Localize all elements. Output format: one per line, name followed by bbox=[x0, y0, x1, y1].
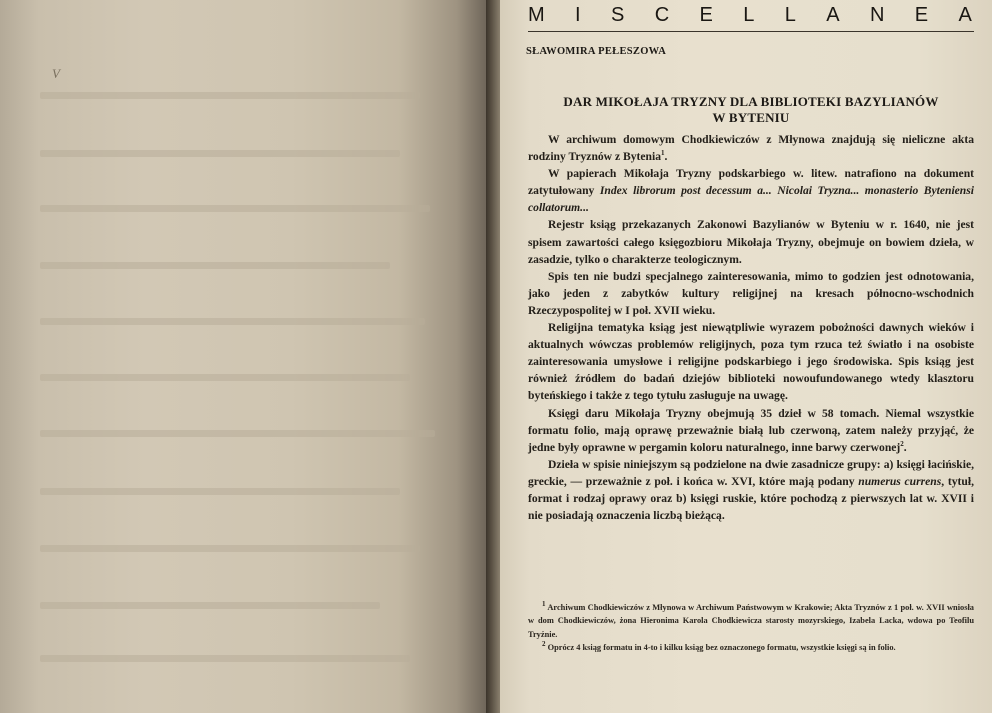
show-through-line bbox=[40, 545, 420, 552]
header-letter: S bbox=[610, 4, 625, 26]
article-body bbox=[528, 131, 974, 524]
term-italic: numerus currens bbox=[858, 474, 942, 488]
paragraph: Rejestr ksiąg przekazanych Zakonowi Bazylianów w Byteniu w r. 1640, nie jest spisem zawartości całego księgozbioru Mikołaja Tryzny, obejmuje on bowiem dzieła, w zasadzie, tylko o charakterze teologicznym. bbox=[528, 218, 974, 266]
article-title bbox=[528, 94, 974, 126]
show-through-line bbox=[40, 205, 430, 212]
paragraph bbox=[528, 165, 974, 216]
show-through-line bbox=[40, 430, 435, 437]
show-through-line bbox=[40, 262, 390, 269]
footnote-number: 2 bbox=[542, 640, 546, 649]
footnote-text: Oprócz 4 ksiąg formatu in 4-to i kilku ksiąg bez oznaczonego formatu, wszystkie księgi są in folio. bbox=[547, 643, 896, 653]
section-header bbox=[528, 4, 972, 27]
left-page-mark: V bbox=[52, 66, 60, 81]
paragraph: Religijna tematyka ksiąg jest niewątpliwie wyrazem pobożności dawnych wieków i aktualnych wówczas problemów religijnych, poza tym rzuca też światło i na osobiste zainteresowania umysłowe i religijne podskarbiego i jego środowiska. Spis ksiąg jest również źródłem do badań dziejów biblioteki nowoufundowanego wtedy klasztoru byteńskiego i także z tego tytułu zasługuje na uwagę. bbox=[528, 321, 974, 403]
paragraph bbox=[528, 131, 974, 165]
paragraph-text: , tytuł, format i rodzaj oprawy oraz b) księgi ruskie, które pochodzą z pierwszych lat w. XVII i nie posiadają oznaczenia liczbą bieżącą. bbox=[528, 474, 974, 523]
show-through-line bbox=[40, 488, 400, 495]
footnote-text: Archiwum Chodkiewiczów z Młynowa w Archiwum Państwowym w Krakowie; Akta Tryznów z 1 poł. w. XVII wniosła w dom Chodkiewiczów, żona Hieronima Karola Chodkiewicza starosty mozyrskiego, Izabela Lacka, wdowa po Teofilu Tryźnie. bbox=[528, 603, 974, 639]
footnote bbox=[528, 641, 974, 654]
header-letter: A bbox=[958, 4, 972, 26]
paragraph-text: . bbox=[664, 150, 668, 164]
paragraph: Spis ten nie budzi specjalnego zainteresowania, mimo to godzien jest odnotowania, jako jeden z zabytków kultury religijnej na kresach północno-wschodnich Rzeczypospolitej w I poł. XVII wieku. bbox=[528, 269, 974, 317]
header-letter: A bbox=[826, 4, 840, 26]
title-line: W BYTENIU bbox=[712, 110, 790, 125]
footnotes bbox=[528, 601, 974, 655]
document-title-italic: Index librorum post decessum a... Nicolai Tryzna... monasterio Byteniensi collatorum... bbox=[528, 184, 974, 215]
book-gutter bbox=[486, 0, 500, 713]
header-letter: E bbox=[699, 4, 713, 26]
header-letter: E bbox=[914, 4, 929, 26]
paragraph-text: W papierach Mikołaja Tryzny podskarbiego w. litew. natrafiono na dokument zatytułowany bbox=[528, 167, 974, 198]
author-name: SŁAWOMIRA PEŁESZOWA bbox=[526, 46, 667, 57]
left-page bbox=[0, 0, 486, 713]
right-page bbox=[500, 0, 992, 713]
header-letter: M bbox=[528, 4, 545, 26]
show-through-line bbox=[40, 150, 400, 157]
footnote-ref: 2 bbox=[900, 439, 904, 448]
header-letter: I bbox=[575, 4, 581, 26]
show-through-line bbox=[40, 602, 380, 609]
show-through-line bbox=[40, 92, 420, 99]
paragraph-text: Księgi daru Mikołaja Tryzny obejmują 35 dzieł w 58 tomach. Niemal wszystkie formatu folio, mają oprawę przeważnie białą lub czerwoną, zatem należy przyjąć, że jedne były oprawne w pergamin koloru naturalnego, inne barwy czerwonej bbox=[528, 406, 974, 454]
header-letter: L bbox=[784, 4, 796, 26]
paragraph bbox=[528, 456, 974, 524]
header-letter: C bbox=[654, 4, 670, 26]
paragraph bbox=[528, 405, 974, 456]
show-through-line bbox=[40, 655, 410, 662]
paragraph-text: . bbox=[903, 440, 907, 454]
show-through-line bbox=[40, 374, 410, 381]
paragraph-text: W archiwum domowym Chodkiewiczów z Młynowa znajdują się nieliczne akta rodziny Tryznów z Bytenia bbox=[528, 133, 974, 164]
footnote bbox=[528, 601, 974, 641]
header-letter: N bbox=[869, 4, 885, 26]
footnote-number: 1 bbox=[542, 600, 546, 609]
header-rule bbox=[528, 31, 974, 32]
title-line: DAR MIKOŁAJA TRYZNY DLA BIBLIOTEKI BAZYLIANÓW bbox=[563, 94, 939, 109]
show-through-line bbox=[40, 318, 425, 325]
paragraph-text: Dzieła w spisie niniejszym są podzielone na dwie zasadnicze grupy: a) księgi łacińskie, greckie, — przeważnie z poł. i końca w. XVI, które mają podany bbox=[528, 457, 974, 488]
header-letter: L bbox=[743, 4, 755, 26]
footnote-ref: 1 bbox=[661, 149, 665, 158]
